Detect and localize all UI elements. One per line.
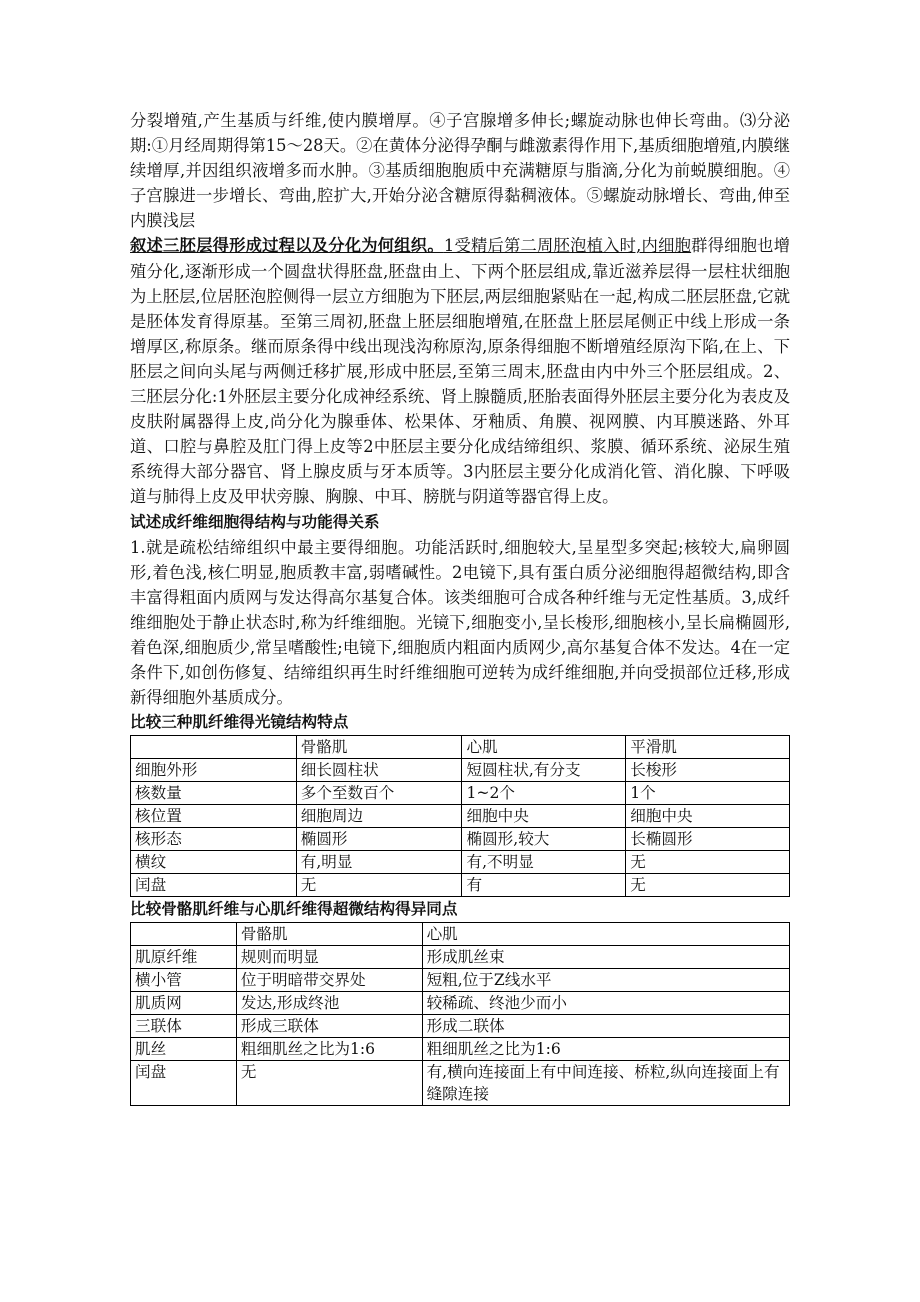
table-cell: 有,明显 [296,851,462,874]
table-header-cell: 心肌 [462,736,626,759]
table-cell: 细胞中央 [626,805,790,828]
question-fibroblast-answer: 1.就是疏松结缔组织中最主要得细胞。功能活跃时,细胞较大,呈星型多突起;核较大,扁卵圆形,着色浅,核仁明显,胞质教丰富,弱嗜碱性。2电镜下,具有蛋白质分泌细胞得超微结构,即含丰富得粗面内质网与发达得高尔基复合体。该类细胞可合成各种纤维与无定性基质。3,成纤维细胞处于静止状态时,称为纤维细胞。光镜下,细胞变小,呈长梭形,细胞核小,呈长扁椭圆形,着色深,细胞质少,常呈嗜酸性;电镜下,细胞质内粗面内质网少,高尔基复合体不发达。4在一定条件下,如创伤修复、结缔组织再生时纤维细胞可逆转为成纤维细胞,并向受损部位迁移,形成新得细胞外基质成分。 [130,537,790,708]
table-cell: 细胞中央 [462,805,626,828]
table-cell: 肌质网 [131,992,237,1015]
table-cell: 闰盘 [131,1061,237,1106]
table-row [131,759,790,782]
table-cell: 细胞周边 [296,805,462,828]
table2-title: 比较骨骼肌纤维与心肌纤维得超微结构得异同点 [130,900,458,919]
table-cell: 椭圆形 [296,828,462,851]
table-row [131,969,790,992]
table-cell: 形成三联体 [236,1015,422,1038]
table-cell: 有,不明显 [462,851,626,874]
table-cell: 1个 [626,782,790,805]
table-cell: 横纹 [131,851,297,874]
table-header-cell: 骨骼肌 [296,736,462,759]
table-cell: 细长圆柱状 [296,759,462,782]
table-row [131,992,790,1015]
table-cell: 肌丝 [131,1038,237,1061]
table-cell: 位于明暗带交界处 [236,969,422,992]
table-cell: 形成肌丝束 [422,946,789,969]
table-cell: 闰盘 [131,874,297,897]
table-cell: 三联体 [131,1015,237,1038]
table-cell: 长椭圆形 [626,828,790,851]
document-page [130,108,790,1106]
table-cell: 短圆柱状,有分支 [462,759,626,782]
table-cell: 粗细肌丝之比为1:6 [422,1038,789,1061]
table-cell: 长梭形 [626,759,790,782]
question-germ-layers-lead: 1受精后第二周胚泡植入时,内细胞 [443,236,692,256]
table-cell: 规则而明显 [236,946,422,969]
table-row [131,874,790,897]
question-germ-layers [130,233,790,509]
table-row [131,782,790,805]
table-cell: 有 [462,874,626,897]
table-cell: 粗细肌丝之比为1:6 [236,1038,422,1061]
table-row [131,805,790,828]
table-cell: 细胞外形 [131,759,297,782]
table-cell: 较稀疏、终池少而小 [422,992,789,1015]
table-cell: 无 [236,1061,422,1106]
table-row [131,1061,790,1106]
table-header-cell: 平滑肌 [626,736,790,759]
question-fibroblast-title: 试述成纤维细胞得结构与功能得关系 [130,512,380,531]
table1-title: 比较三种肌纤维得光镜结构特点 [130,713,349,732]
paragraph-menstrual-cycle: 分裂增殖,产生基质与纤维,使内膜增厚。④子宫腺增多伸长;螺旋动脉也伸长弯曲。⑶分泌期:①月经周期得第15～28天。②在黄体分泌得孕酮与雌激素得作用下,基质细胞增殖,内膜继续增厚,并因组织液增多而水肿。③基质细胞胞质中充满糖原与脂滴,分化为前蜕膜细胞。④子宫腺进一步增长、弯曲,腔扩大,开始分泌含糖原得黏稠液体。⑤螺旋动脉增长、弯曲,伸至内膜浅层 [130,111,790,231]
table-cell: 横小管 [131,969,237,992]
table-cell: 多个至数百个 [296,782,462,805]
table-cell: 核数量 [131,782,297,805]
table-header-cell: 骨骼肌 [236,923,422,946]
table-cell: 无 [626,874,790,897]
table-cell: 核形态 [131,828,297,851]
table-cell: 短粗,位于Z线水平 [422,969,789,992]
table-cell: 1~2个 [462,782,626,805]
question-germ-layers-title: 叙述三胚层得形成过程以及分化为何组织。 [130,236,444,256]
table-row [131,1015,790,1038]
table-row [131,946,790,969]
muscle-ultrastructure-table [130,922,790,1106]
table-cell: 无 [626,851,790,874]
table-header-cell: 心肌 [422,923,789,946]
question-germ-layers-answer: 群得细胞也增殖分化,逐渐形成一个圆盘状得胚盘,胚盘由上、下两个胚层组成,靠近滋养层得一层柱状细胞为上胚层,位居胚泡腔侧得一层立方细胞为下胚层,两层细胞紧贴在一起,构成二胚层胚盘,它就是胚体发育得原基。至第三周初,胚盘上胚层细胞增殖,在胚盘上胚层尾侧正中线上形成一条增厚区,称原条。继而原条得中线出现浅沟称原沟,原条得细胞不断增殖经原沟下陷,在上、下胚层之间向头尾与两侧迁移扩展,形成中胚层,至第三周末,胚盘由内中外三个胚层组成。2、三胚层分化:1外胚层主要分化成神经系统、肾上腺髓质,胚胎表面得外胚层主要分化为表皮及皮肤附属器得上皮,尚分化为腺垂体、松果体、牙釉质、角膜、视网膜、内耳膜迷路、外耳道、口腔与鼻腔及肛门得上皮等2中胚层主要分化成结缔组织、浆膜、循环系统、泌尿生殖系统得大部分器官、肾上腺皮质与牙本质等。3内胚层主要分化成消化管、消化腺、下呼吸道与肺得上皮及甲状旁腺、胸腺、中耳、膀胱与阴道等器官得上皮。 [130,236,790,507]
table-row [131,851,790,874]
table-cell: 有,横向连接面上有中间连接、桥粒,纵向连接面上有缝隙连接 [422,1061,789,1106]
table-header-row [131,923,790,946]
table-header-cell [131,736,297,759]
table-cell: 肌原纤维 [131,946,237,969]
muscle-light-microscopy-table [130,735,790,897]
table-cell: 无 [296,874,462,897]
table-cell: 椭圆形,较大 [462,828,626,851]
table-header-cell [131,923,237,946]
table-row [131,828,790,851]
table-row [131,1038,790,1061]
table-cell: 发达,形成终池 [236,992,422,1015]
table-cell: 核位置 [131,805,297,828]
table-header-row [131,736,790,759]
table-cell: 形成二联体 [422,1015,789,1038]
